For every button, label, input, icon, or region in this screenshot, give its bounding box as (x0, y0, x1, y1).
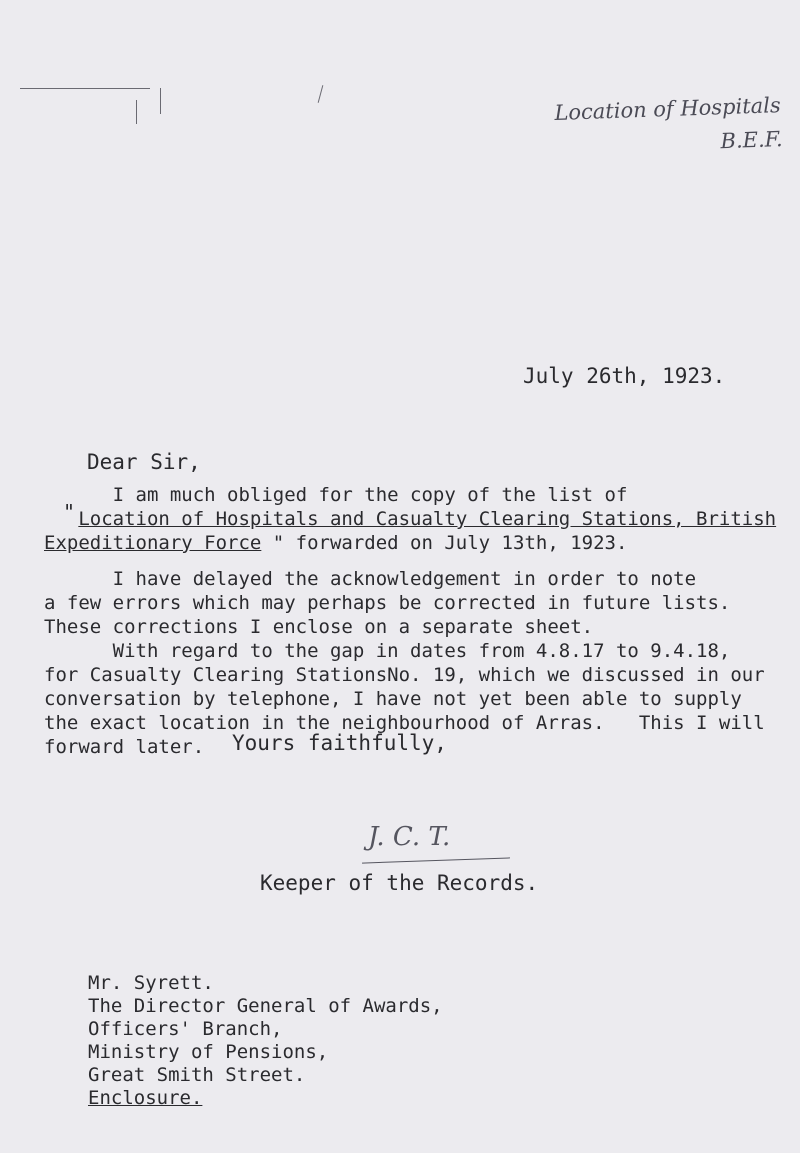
stray-mark (160, 88, 161, 114)
signature-initials: J. C. T. (368, 822, 451, 852)
body-line (44, 507, 784, 531)
body-line: forward later. (44, 736, 205, 758)
addressee-line: The Director General of Awards, (88, 995, 443, 1017)
handwritten-note-line2: B.E.F. (720, 127, 784, 154)
underlined-title: Location of Hospitals and Casualty Clearing Stations, British (78, 508, 777, 530)
addressee-block (88, 972, 443, 1110)
addressee-line: Great Smith Street. (88, 1064, 306, 1086)
body-line (44, 531, 784, 555)
body-line: a few errors which may perhaps be corrected in future lists. (44, 592, 731, 614)
body-line: These corrections I enclose on a separate sheet. (44, 616, 594, 638)
salutation: Dear Sir, (87, 450, 201, 474)
closing: Yours faithfully, (232, 731, 447, 755)
body-line: I am much obliged for the copy of the list of (44, 484, 628, 506)
letter-date: July 26th, 1923. (523, 364, 726, 388)
body-text-fragment: " forwarded on July 13th, 1923. (261, 532, 628, 554)
stray-mark (20, 88, 150, 89)
body-line: for Casualty Clearing StationsNo. 19, which we discussed in our (44, 664, 765, 686)
signatory-title: Keeper of the Records. (260, 871, 539, 895)
stray-mark (136, 100, 137, 124)
opening-quote-mark: " (63, 500, 76, 524)
paragraph-gap (44, 555, 784, 567)
enclosure-note: Enclosure. (88, 1087, 203, 1109)
body-line: conversation by telephone, I have not yet been able to supply (44, 688, 742, 710)
stray-mark (318, 85, 324, 103)
addressee-line: Ministry of Pensions, (88, 1041, 329, 1063)
signature-line (362, 857, 510, 863)
handwritten-note-line1: Location of Hospitals (554, 93, 782, 125)
addressee-name: Mr. Syrett. (88, 972, 214, 994)
body-line: the exact location in the neighbourhood of Arras. This I will (44, 712, 765, 734)
addressee-line: Officers' Branch, (88, 1018, 283, 1040)
underlined-title: Expeditionary Force (44, 532, 262, 554)
body-line: With regard to the gap in dates from 4.8.17 to 9.4.18, (44, 640, 731, 662)
body-line: I have delayed the acknowledgement in order to note (44, 568, 697, 590)
letter-body (44, 483, 784, 759)
handwritten-note (554, 88, 783, 164)
